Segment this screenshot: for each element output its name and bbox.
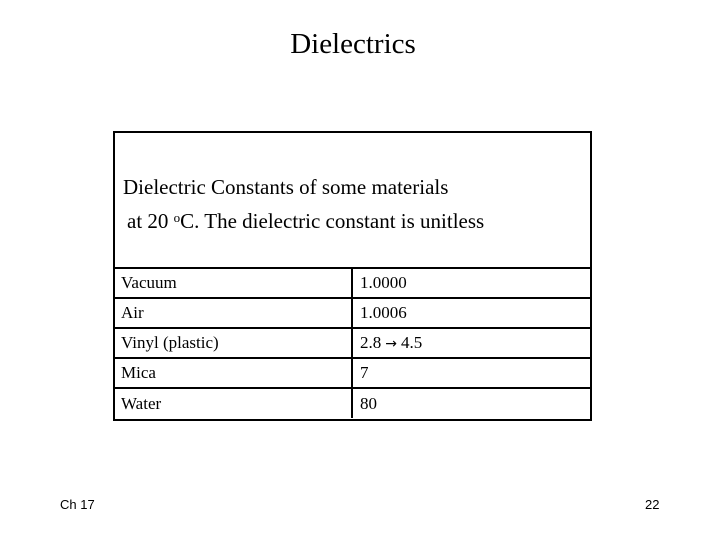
constant-cell	[352, 328, 590, 358]
table-row	[115, 328, 590, 358]
material-cell: Air	[115, 298, 352, 328]
constant-cell: 1.0006	[352, 298, 590, 328]
material-cell: Vacuum	[115, 268, 352, 298]
material-cell: Water	[115, 388, 352, 418]
chapter-label: Ch 17	[60, 497, 95, 512]
caption-temp-prefix: at 20	[127, 209, 174, 233]
material-cell: Mica	[115, 358, 352, 388]
slide-title: Dielectrics	[290, 28, 416, 60]
caption-temp-suffix: C. The dielectric constant is unitless	[180, 209, 485, 233]
constant-high: 4.5	[400, 333, 423, 352]
material-cell: Vinyl (plastic)	[115, 328, 352, 358]
table-row	[115, 388, 590, 418]
arrow-right-icon: →	[385, 336, 397, 352]
table-row	[115, 268, 590, 298]
table-row	[115, 358, 590, 388]
degree-symbol: o	[173, 210, 181, 225]
constant-cell: 80	[352, 388, 590, 418]
caption-line-1: Dielectric Constants of some materials	[123, 175, 449, 199]
table-caption	[123, 170, 484, 238]
constant-low: 2.8	[360, 333, 382, 352]
table-row	[115, 298, 590, 328]
constant-cell: 7	[352, 358, 590, 388]
caption-line-2	[123, 204, 484, 238]
content-frame	[113, 131, 592, 421]
slide-number: 22	[645, 497, 660, 512]
dielectric-table	[115, 267, 590, 418]
constant-cell: 1.0000	[352, 268, 590, 298]
